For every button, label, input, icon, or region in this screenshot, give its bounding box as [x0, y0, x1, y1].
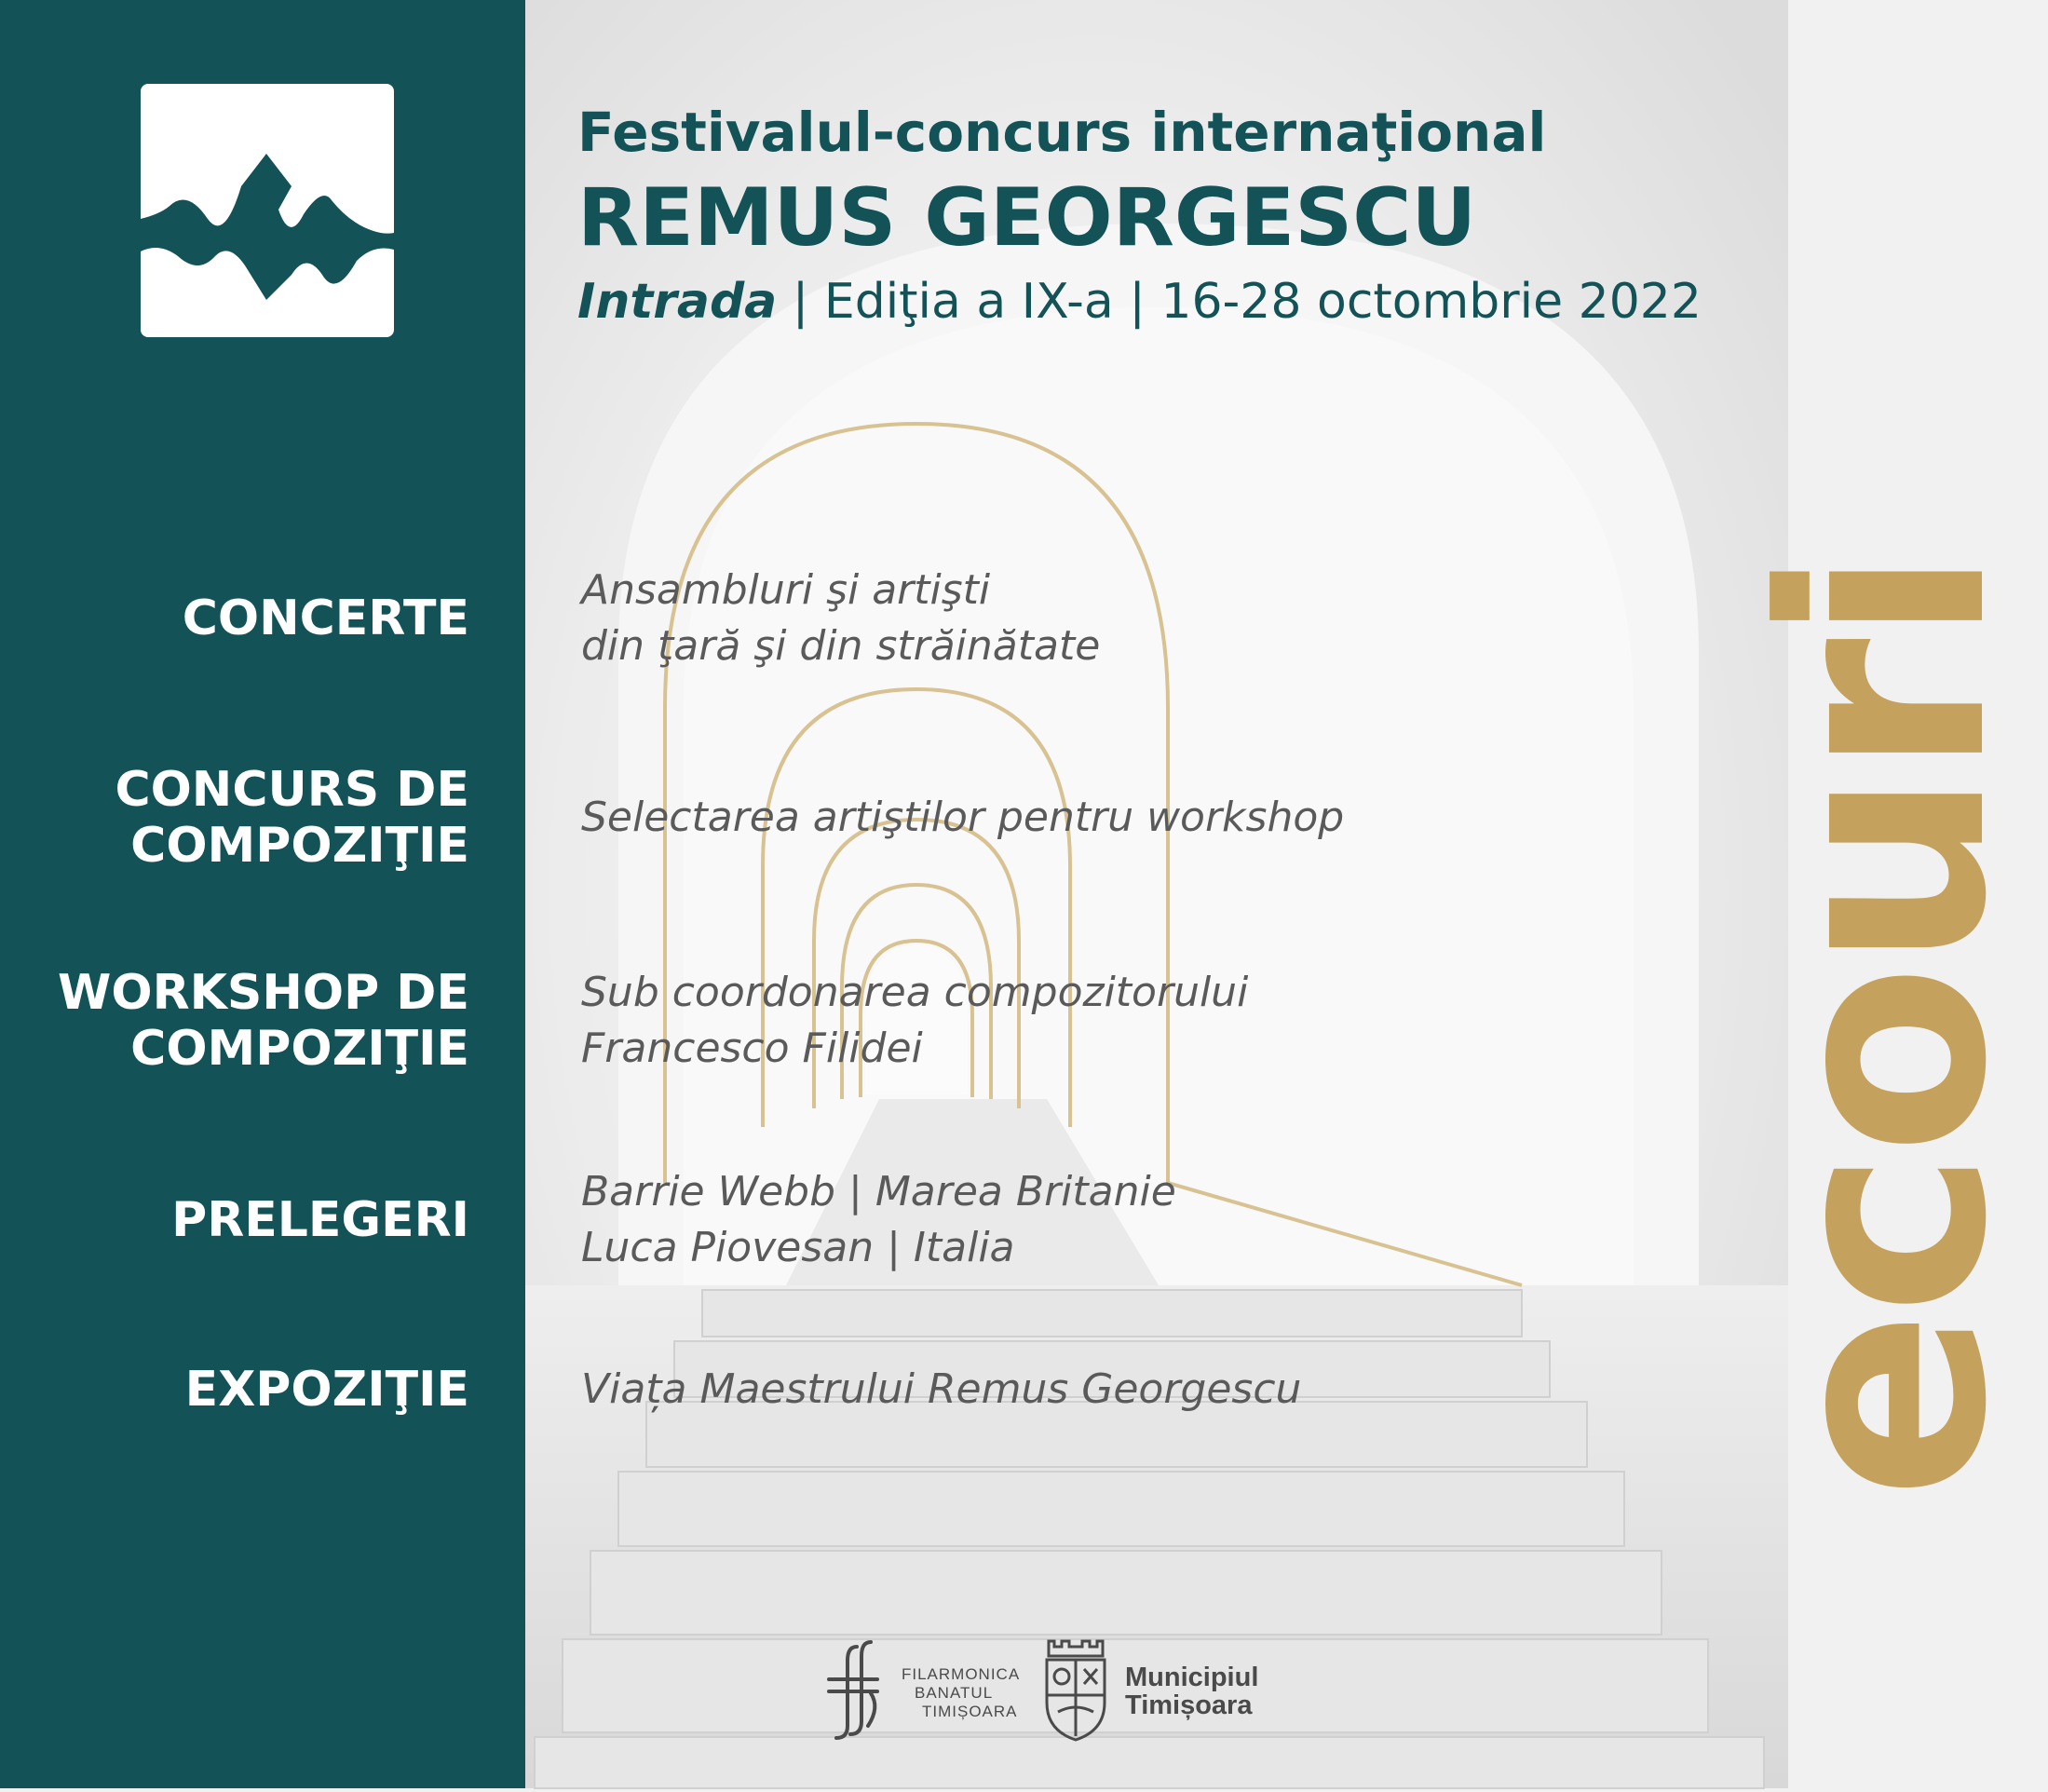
filarmonica-line3: TIMIȘOARA [922, 1703, 1018, 1720]
category-concurs-line2: COMPOZIŢIE [130, 818, 469, 874]
festival-type-title: Festivalul-concurs internaţional [577, 101, 1547, 164]
festival-name-title: REMUS GEORGESCU [577, 171, 1477, 265]
corridor-background-image [525, 0, 1788, 1788]
description-workshop-line2: Francesco Filidei [581, 1025, 923, 1072]
category-concurs-line1: CONCURS DE [115, 762, 469, 818]
category-prelegeri: PRELEGERI [171, 1192, 469, 1248]
festival-logo [141, 84, 394, 337]
filarmonica-line1: FILARMONICA [902, 1665, 1021, 1683]
description-prelegeri-line2: Luca Piovesan | Italia [581, 1224, 1015, 1271]
category-concerte: CONCERTE [182, 591, 469, 646]
category-expozitie: EXPOZIŢIE [184, 1362, 469, 1418]
municipiul-line1: Municipiul [1125, 1663, 1259, 1692]
filarmonica-line2: BANATUL [915, 1684, 994, 1702]
filarmonica-logo-icon [820, 1637, 885, 1744]
description-concerte-line2: din ţară şi din străinătate [581, 622, 1101, 670]
description-concerte-line1: Ansambluri şi artişti [581, 566, 991, 614]
description-concurs: Selectarea artiştilor pentru workshop [581, 794, 1345, 841]
description-expozitie: Viața Maestrului Remus Georgescu [581, 1365, 1302, 1413]
corridor-illustration [525, 0, 1788, 1788]
edition-dates: | Ediţia a IX-a | 16-28 octombrie 2022 [777, 274, 1702, 330]
description-prelegeri-line1: Barrie Webb | Marea Britanie [581, 1168, 1176, 1215]
edition-theme: Intrada [577, 274, 778, 330]
edition-line [577, 272, 1702, 332]
vertical-theme-word: ecouri [1723, 553, 2048, 1500]
category-workshop-line1: WORKSHOP DE [58, 965, 469, 1021]
description-workshop-line1: Sub coordonarea compozitorului [581, 969, 1249, 1016]
timisoara-coat-of-arms-icon [1041, 1637, 1110, 1744]
festival-logo-icon [141, 84, 394, 337]
category-workshop-line2: COMPOZIŢIE [130, 1021, 469, 1077]
municipiul-line2: Timișoara [1125, 1690, 1253, 1720]
